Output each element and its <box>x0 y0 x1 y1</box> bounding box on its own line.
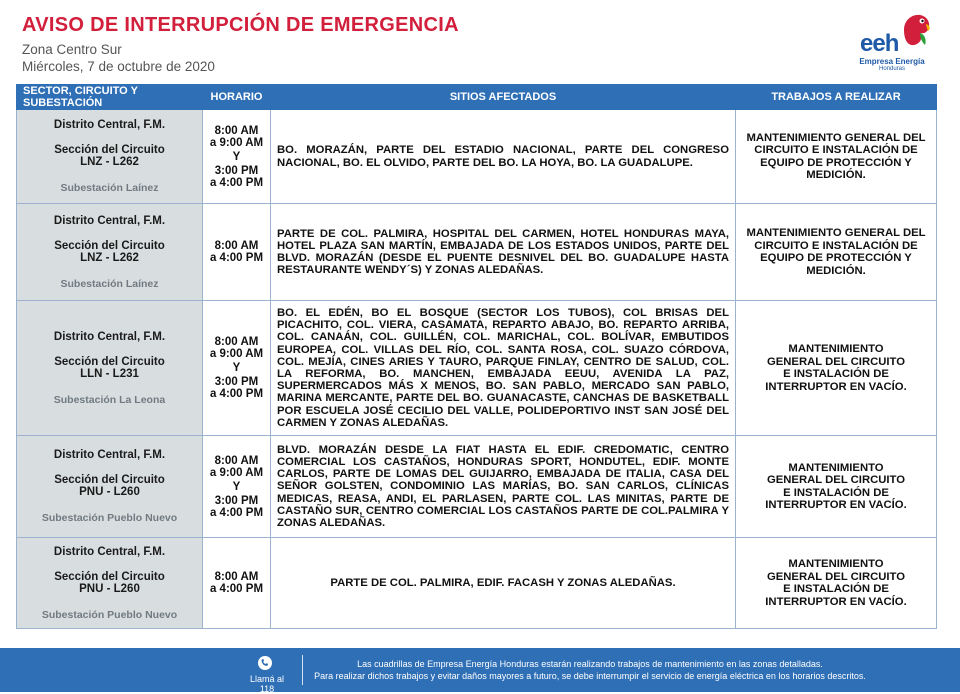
horario-line: a 4:00 PM <box>209 583 264 595</box>
sector-cell <box>17 436 203 538</box>
table-header-row <box>17 85 937 110</box>
sitios-cell: BO. MORAZÁN, PARTE DEL ESTADIO NACIONAL, PARTE DEL CONGRESO NACIONAL, BO. EL OLVIDO, PARTE DEL BO. LA HOYA, BO. LA GUADALUPE. <box>271 110 736 204</box>
trabajos-line: E INSTALACIÓN DE <box>783 486 889 499</box>
zone-label: Zona Centro Sur <box>22 42 122 57</box>
sector-cell <box>17 204 203 301</box>
trabajos-line: E INSTALACIÓN DE <box>783 368 889 380</box>
column-header-sitios: SITIOS AFECTADOS <box>271 85 736 110</box>
horario-line: a 9:00 AM <box>209 136 264 149</box>
horario-cell <box>203 110 271 204</box>
trabajos-line: INTERRUPTOR EN VACÍO. <box>765 499 907 511</box>
horario-cell <box>203 538 271 629</box>
logo-company-country: Honduras <box>878 66 905 72</box>
horario-cell <box>203 436 271 538</box>
substation-label: Subestación Laínez <box>60 277 159 290</box>
trabajos-line: INTERRUPTOR EN VACÍO. <box>765 380 907 393</box>
phone-label: Llamá al 118 <box>249 674 285 694</box>
circuit-label: LNZ - L262 <box>80 251 139 264</box>
footer-notice <box>310 658 870 682</box>
footer-line-1: Las cuadrillas de Empresa Energía Honduras estarán realizando trabajos de mantenimiento en las zonas detalladas. <box>357 659 823 669</box>
trabajos-line: EQUIPO DE PROTECCIÓN Y <box>760 252 912 264</box>
substation-label: Subestación Pueblo Nuevo <box>41 512 178 524</box>
horario-cell <box>203 301 271 436</box>
table-row <box>17 538 937 629</box>
horario-line: Y <box>232 480 241 493</box>
sector-cell <box>17 110 203 204</box>
horario-line: 3:00 PM <box>214 164 259 177</box>
section-label: Sección del Circuito <box>54 570 165 583</box>
horario-cell <box>203 204 271 301</box>
sitios-cell: PARTE DE COL. PALMIRA, HOSPITAL DEL CARMEN, HOTEL HONDURAS MAYA, HOTEL PLAZA SAN MARTÍN, EMBAJADA DE LOS ESTADOS UNIDOS, PARTE DEL BLVD. MORAZÁN (DESDE EL PUENTE DESNIVEL DEL BO. GUADALUPE HASTA RESTAURANTE WENDY´S) Y ZONAS ALEDAÑAS. <box>271 204 736 301</box>
substation-label: Subestación Pueblo Nuevo <box>41 608 178 621</box>
trabajos-line: MANTENIMIENTO GENERAL DEL <box>746 131 926 144</box>
sector-cell <box>17 538 203 629</box>
section-label: Sección del Circuito <box>54 474 165 486</box>
district-label: Distrito Central, F.M. <box>53 545 166 558</box>
column-header-horario: HORARIO <box>203 85 271 110</box>
trabajos-line: MEDICIÓN. <box>806 169 866 181</box>
horario-line: a 9:00 AM <box>209 466 264 479</box>
sitios-cell: BO. EL EDÉN, BO EL BOSQUE (SECTOR LOS TUBOS), COL BRISAS DEL PICACHITO, COL. VIERA, CASAMATA, REPARTO ABAJO, BO. REPARTO ARRIBA, COL. CANAÁN, COL. GUILLÉN, COL. MARICHAL, COL. BOLÍVAR, EMBUTIDOS EUROPEA, COL. VILLAS DEL RÍO, COL. SANTA ROSA, COL. SUAZO CÓRDOVA, COL. MEJÍA, CINES ARIES Y TAURO, PARQUE FINLAY, CENTRO DE SALUD, COL. LA REFORMA, BO. MANCHEN, EMBAJADA EEUU, AVENIDA LA PAZ, SUPERMERCADOS MÁS X MENOS, BO. SAN PABLO, MERCADO SAN PABLO, MARINA MERCANTE, PARTE DEL BO. GUANACASTE, CANCHAS DE BASKETBALL POR ESCUELA JOSÉ CECILIO DEL VALLE, POLIDEPORTIVO INST SAN JOSÉ DEL CARMEN Y ZONAS ALEDAÑAS. <box>271 301 736 436</box>
sitios-cell: PARTE DE COL. PALMIRA, EDIF. FACASH Y ZONAS ALEDAÑAS. <box>271 538 736 629</box>
trabajos-cell <box>736 301 937 436</box>
trabajos-cell <box>736 204 937 301</box>
company-logo <box>846 12 938 74</box>
outage-table-wrapper <box>16 84 936 629</box>
outage-table <box>16 84 937 629</box>
section-label: Sección del Circuito <box>54 355 165 368</box>
page-header <box>0 0 960 82</box>
phone-icon <box>258 656 272 670</box>
trabajos-line: GENERAL DEL CIRCUITO <box>766 570 906 583</box>
trabajos-cell <box>736 110 937 204</box>
trabajos-line: MANTENIMIENTO <box>788 558 884 570</box>
district-label: Distrito Central, F.M. <box>53 330 166 343</box>
horario-line: 8:00 AM <box>214 571 259 583</box>
trabajos-line: GENERAL DEL CIRCUITO <box>766 355 906 368</box>
column-header-trabajos: TRABAJOS A REALIZAR <box>736 85 937 110</box>
page-title: AVISO DE INTERRUPCIÓN DE EMERGENCIA <box>22 14 459 36</box>
horario-line: Y <box>232 362 241 374</box>
horario-line: 8:00 AM <box>214 454 259 467</box>
district-label: Distrito Central, F.M. <box>53 214 166 227</box>
horario-line: a 4:00 PM <box>209 252 264 264</box>
trabajos-cell <box>736 436 937 538</box>
trabajos-line: MANTENIMIENTO <box>788 343 884 355</box>
section-label: Sección del Circuito <box>54 144 165 156</box>
logo-company-name: Empresa Energía <box>859 57 925 66</box>
horario-line: 3:00 PM <box>214 494 259 507</box>
footer-bar <box>0 648 960 692</box>
trabajos-line: GENERAL DEL CIRCUITO <box>766 474 906 486</box>
parrot-logo-icon <box>896 12 932 48</box>
table-row <box>17 301 937 436</box>
horario-line: 8:00 AM <box>214 240 259 252</box>
horario-line: 8:00 AM <box>214 336 259 348</box>
table-row <box>17 204 937 301</box>
trabajos-line: E INSTALACIÓN DE <box>783 583 889 595</box>
table-row <box>17 436 937 538</box>
substation-label: Subestación La Leona <box>53 393 166 406</box>
circuit-label: LNZ - L262 <box>80 156 139 168</box>
trabajos-line: INTERRUPTOR EN VACÍO. <box>765 595 907 608</box>
trabajos-line: CIRCUITO E INSTALACIÓN DE <box>754 144 918 156</box>
footer-line-2: Para realizar dichos trabajos y evitar daños mayores a futuro, se debe interrumpir el servicio de energía eléctrica en los horarios descritos. <box>314 671 866 681</box>
sector-cell <box>17 301 203 436</box>
table-row <box>17 110 937 204</box>
trabajos-line: MANTENIMIENTO <box>788 461 884 474</box>
section-label: Sección del Circuito <box>54 239 165 252</box>
district-label: Distrito Central, F.M. <box>53 119 166 131</box>
circuit-label: PNU - L260 <box>79 582 140 595</box>
district-label: Distrito Central, F.M. <box>53 449 166 461</box>
horario-line: a 4:00 PM <box>209 506 264 519</box>
horario-line: Y <box>232 150 241 163</box>
trabajos-line: CIRCUITO E INSTALACIÓN DE <box>754 239 918 252</box>
horario-line: 3:00 PM <box>214 376 259 388</box>
substation-label: Subestación Laínez <box>60 182 159 194</box>
trabajos-line: MANTENIMIENTO GENERAL DEL <box>746 227 926 239</box>
footer-divider <box>302 655 303 685</box>
horario-line: a 4:00 PM <box>209 176 264 189</box>
circuit-label: PNU - L260 <box>79 486 140 498</box>
horario-line: a 4:00 PM <box>209 388 264 400</box>
sitios-cell: BLVD. MORAZÁN DESDE LA FIAT HASTA EL EDIF. CREDOMATIC, CENTRO COMERCIAL LOS CASTAÑOS, HONDURAS SPORT, HONDUTEL, EDIF. MONTE CARLOS, PARTE DE LOMAS DEL GUIJARRO, EMBAJADA DE ITALIA, CASA DEL SEÑOR GOLSTEN, CONDOMINIO LAS MARÍAS, BO. SAN CARLOS, CLÍNICAS MEDICAS, REASA, ANDI, EL PARLASEN, PARTE COL. LAS MINITAS, PARTE DE CASTAÑO SUR, CENTRO COMERCIAL LOS CASTAÑOS PARTE DE COL.PALMIRA Y ZONAS ALEDAÑAS. <box>271 436 736 538</box>
trabajos-cell <box>736 538 937 629</box>
trabajos-line: MEDICIÓN. <box>806 264 866 277</box>
trabajos-line: EQUIPO DE PROTECCIÓN Y <box>760 156 912 169</box>
column-header-sector: SECTOR, CIRCUITO Y SUBESTACIÓN <box>17 85 203 110</box>
logo-wordmark: eeh <box>860 30 899 57</box>
horario-line: 8:00 AM <box>214 124 259 137</box>
date-label: Miércoles, 7 de octubre de 2020 <box>22 59 215 74</box>
circuit-label: LLN - L231 <box>80 367 139 380</box>
horario-line: a 9:00 AM <box>209 348 264 360</box>
